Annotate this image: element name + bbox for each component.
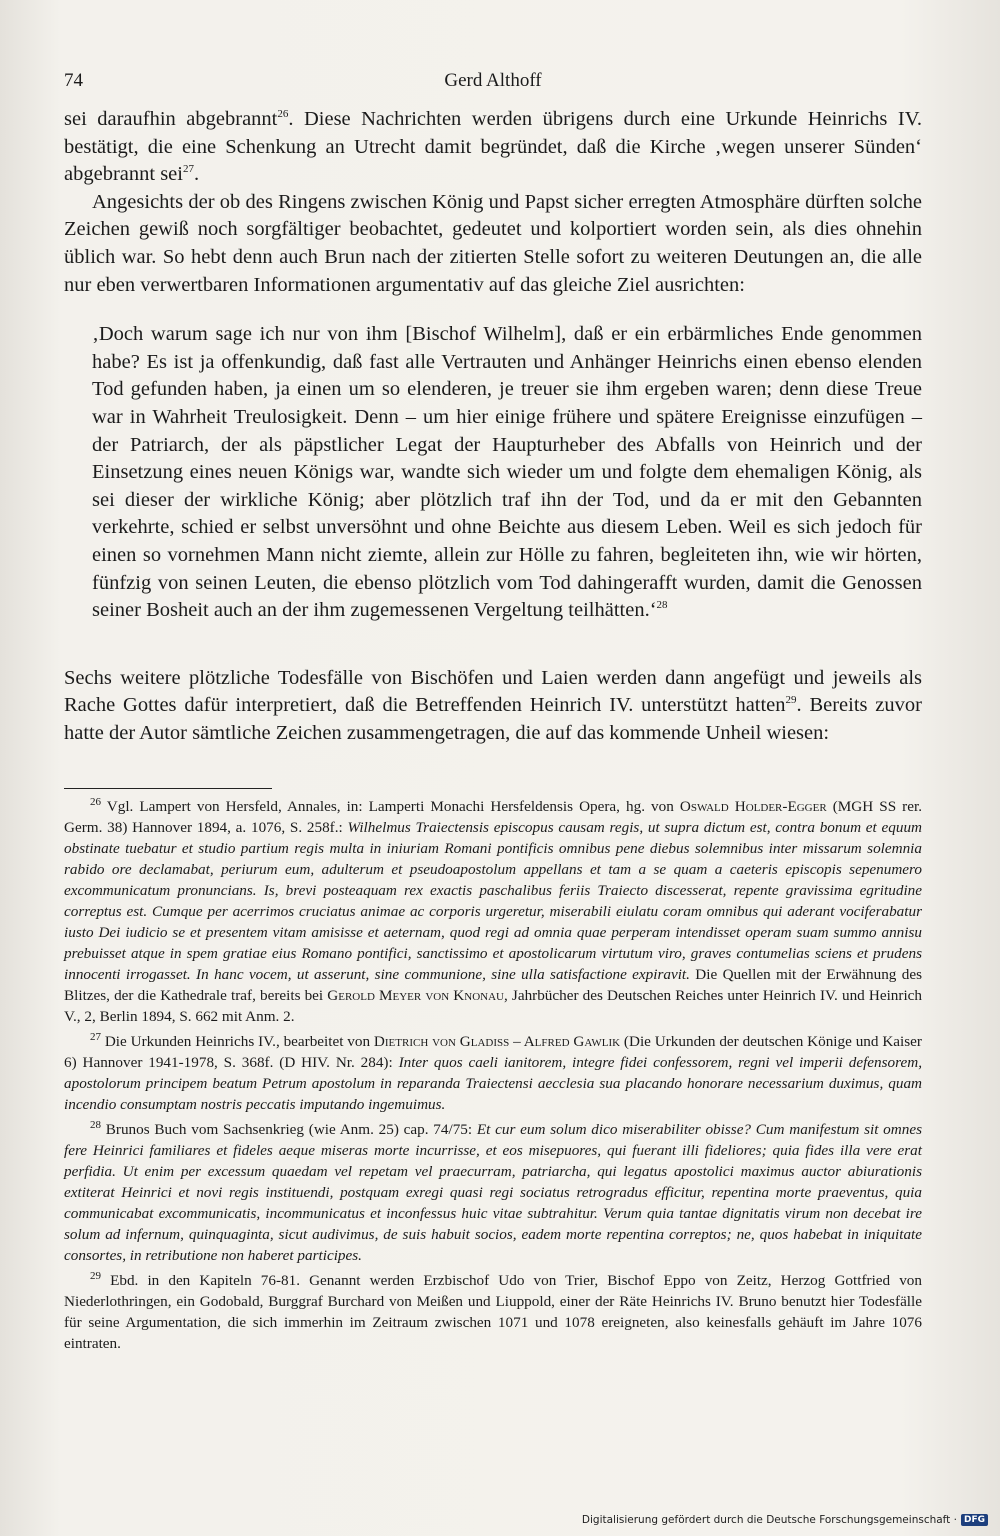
footnote-ref-27: 27 <box>182 163 194 176</box>
credit-text: Digitalisierung gefördert durch die Deutsche Forschungsgemeinschaft · <box>581 1514 957 1526</box>
footnotes <box>64 796 922 1354</box>
paragraph-1: sei daraufhin abgebrannt$^{26}$. Diese Nachrichten werden übrigens durch eine Urkunde Heinrichs IV. bestätigt, die eine Schenkung an Utrecht damit begründet, daß die Kirche ‚wegen unserer Sünden‘ abgebrannt sei$^{27}$. <box>64 108 922 186</box>
footnote-28: $^{28}$ Brunos Buch vom Sachsenkrieg (wie Anm. 25) cap. 74/75: Et cur eum solum dico miserabiliter obisse? Cum manifestum sit omnes fere Heinrici familiares et fideles aeque miseras morte incurrisse, et eos misериores, qui fuerant illi fideliores; quia fides illa vere erat perfidia. Ut enim per excessum quaedam vel repetam vel praecurram, patriarcha, qui legatus apostolici maximus auctor abiurationis extiterat Heinrici et novi regis instituendi, postquam exregi quasi regi sociatus retrogradus efficitur, repentina morte praeventus, quia communicabat excommunicatis, incommunicatus et inconfessus huic vitae subtrahitur. Verum quia tantae dignitatis virum non decebat ire solum ad infernum, quinquaginta, sicut audivimus, de suis habuit socios, eadem morte repentina correptos; ne, quos habebat in iniquitate consortes, in retributione non haberet participes. <box>64 1119 922 1265</box>
running-head: Gerd Althoff <box>444 70 542 91</box>
digitization-credit <box>582 1514 988 1526</box>
main-text <box>64 106 922 747</box>
footnote-separator <box>64 788 272 789</box>
page-header <box>64 66 922 106</box>
paragraph-3: Sechs weitere plötzliche Todesfälle von Bischöfen und Laien werden dann angefügt und jeweils als Rache Gottes dafür interpretiert, daß die Betreffenden Heinrich IV. unterstützt hatten$^{29}$. Bereits zuvor hatte der Autor sämtliche Zeichen zusammengetragen, die auf das kommende Unheil wiesen: <box>64 666 922 744</box>
page-number: 74 <box>64 70 83 91</box>
latin-quote: Wilhelmus Traiectensis episcopus causam regis, ut supra dictum est, contra bonum et equum obstinate tuebatur et studio partium regis multa in iniuriam Romani pontificis omnibus pene diebus solemnibus inter missarum solemnia rabido ore declamabat, periurum eum, adulterum et pseudoapostolum appellans et tam a se quam a caeteris episcopis sepenumero excommunicatum pronuncians. Is, brevi posteaquam rex exactis paschalibus feriis Traiecto discesserat, repente gravissima egritudine correptus est. Cumque per acerrimos cruciatus animae ac corporis urgeretur, miserabili eiulatu coram omnibus qui aderant vociferabatur iusto Dei iudicio se et presentem vitam amisisse et aeternam, quod regi ad omnia quae perperam intendisset operam suam summo annisu prebuisset atque in spem gratiae eius Romano pontifici, sanctissimo et apostolicarum virtutum viro, graves contumelias sciens et prudens innocenti irrogasset. In hanc vocem, ut asserunt, sine communione, sine ulla satisfactione expiravit. <box>64 819 922 984</box>
latin-quote: Et cur eum solum dico miserabiliter obisse? Cum manifestum sit omnes fere Heinrici familiares et fideles aeque miseras morte incurrisse, et eos misериores, qui fuerant illi fideliores; quia fides illa vere erat perfidia. Ut enim per excessum quaedam vel repetam vel praecurram, patriarcha, qui legatus apostolici maximus auctor abiurationis extiterat Heinrici et novi regis instituendi, postquam exregi quasi regi sociatus retrogradus efficitur, repentina morte praeventus, quia communicabat excommunicatis, incommunicatus et inconfessus huic vitae subtrahitur. Verum quia tantae dignitatis virum non decebat ire solum ad infernum, quinquaginta, sicut audivimus, de suis habuit socios, eadem morte repentina correptos; ne, quos habebat in iniquitate consortes, in retributione non haberet participes. <box>64 1121 922 1265</box>
footnote-ref-26: 26 <box>277 108 289 121</box>
footnote-29: $^{29}$ Ebd. in den Kapiteln 76-81. Genannt werden Erzbischof Udo von Trier, Bischof Eppo von Zeitz, Herzog Gottfried von Niederlothringen, ein Godobald, Burggraf Burchard von Meißen und Liuppold, einer der Räte Heinrichs IV. Bruno benutzt hier Todesfälle für seine Argumentation, die sich immerhin im Zeitraum zwischen 1071 und 1078 ereigneten, also keinesfalls gehäuft im Jahre 1076 eintraten. <box>64 1270 922 1353</box>
footnote-27: $^{27}$ Die Urkunden Heinrichs IV., bearbeitet von Dietrich von Gladiss – Alfred Gawlik (Die Urkunden der deutschen Könige und Kaiser 6) Hannover 1941-1978, S. 368f. (D HIV. Nr. 284): Inter quos caeli ianitorem, integre fidei confessorem, regni vel imperii defensorem, apostolorum principem beatum Petrum apostolum in reparanda Traiectensi aecclesia sua placando honorare necessarium duximus, quam incendio consumptam nostris peccatis imputando ingemuimus. <box>64 1031 922 1114</box>
footnote-ref-28: 28 <box>656 599 668 612</box>
paragraph-2: Angesichts der ob des Ringens zwischen König und Papst sicher erregten Atmosphäre dürften solche Zeichen gewiß noch sorgfältiger beobachtet, gedeutet und kolportiert worden sein, als dies ohnehin üblich war. So hebt denn auch Brun nach der zitierten Stelle sofort zu weiteren Deutungen an, die alle nur eben verwertbaren Informationen argumentativ auf das gleiche Ziel ausrichten: <box>64 190 922 296</box>
footnote-ref-29: 29 <box>785 694 797 707</box>
book-page <box>64 66 922 1358</box>
latin-quote: Inter quos caeli ianitorem, integre fidei confessorem, regni vel imperii defensorem, apostolorum principem beatum Petrum apostolum in reparanda Traiectensi aecclesia sua placando honorare necessarium duximus, quam incendio consumptam nostris peccatis imputando ingemuimus. <box>64 1054 922 1114</box>
dfg-logo: DFG <box>961 1514 988 1526</box>
block-quote: ‚Doch warum sage ich nur von ihm [Bischof Wilhelm], daß er ein erbärmliches Ende genommen habe? Es ist ja offenkundig, daß fast alle Vertrauten und Anhänger Heinrichs einen ebenso elenden Tod gefunden haben, ja einen um so elenderen, je treuer sie ihm ergeben waren; denn diese Treue war in Wahrheit Treulosigkeit. Denn – um hier einige frühere und spätere Ereignisse einzufügen – der Patriarch, der als päpstlicher Legat der Haupturheber des Abfalls von Heinrich und der Einsetzung eines neuen Königs war, wandte sich wieder um und folgte dem ehemaligen König, als sei dieser der wirkliche König; aber plötzlich traf ihn der Tod, und da er mit den Gebannten verkehrte, schied er selbst unversöhnt und ohne Beichte aus diesem Leben. Weil es sich jedoch für einen so vornehmen Mann nicht ziemte, allein zur Hölle zu fahren, begleiteten ihn, wie wir hörten, fünfzig von seinen Leuten, die ebenso plötzlich vom Tod dahingerafft wurden, damit die Genossen seiner Bosheit auch an der ihm zugemessenen Vergeltung teilhätten.‘$^{28}$ <box>92 323 922 622</box>
footnote-26: $^{26}$ Vgl. Lampert von Hersfeld, Annales, in: Lamperti Monachi Hersfeldensis Opera, hg. von Oswald Holder-Egger (MGH SS rer. Germ. 38) Hannover 1894, a. 1076, S. 258f.: Wilhelmus Traiectensis episcopus causam regis, ut supra dictum est, contra bonum et equum obstinate tuebatur et studio partium regis multa in iniuriam Romani pontificis omnibus pene diebus solemnibus inter missarum solemnia rabido ore declamabat, periurum eum, adulterum et pseudoapostolum appellans et tam a se quam a caeteris episcopis sepenumero excommunicatum pronuncians. Is, brevi posteaquam rex exactis paschalibus feriis Traiecto discesserat, repente gravissima egritudine correptus est. Cumque per acerrimos cruciatus animae ac corporis urgeretur, miserabili eiulatu coram omnibus qui aderant vociferabatur iusto Dei iudicio se et presentem vitam amisisse et aeternam, quod regi ad omnia quae perperam intendisset operam suam summo annisu prebuisset atque in spem gratiae eius Romano pontifici, sanctissimo et apostolicarum virtutum viro, graves contumelias sciens et prudens innocenti irrogasset. In hanc vocem, ut asserunt, sine communione, sine ulla satisfactione expiravit. Die Quellen mit der Erwähnung des Blitzes, der die Kathedrale traf, bereits bei Gerold Meyer von Knonau, Jahrbücher des Deutschen Reiches unter Heinrich IV. und Heinrich V., 2, Berlin 1894, S. 662 mit Anm. 2. <box>64 796 923 1026</box>
